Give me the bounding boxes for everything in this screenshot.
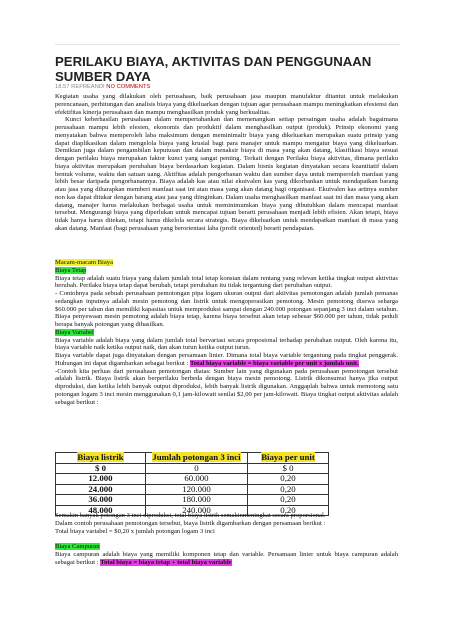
comments-link[interactable]: NO COMMENTS xyxy=(106,84,151,90)
top-divider xyxy=(55,44,400,45)
table-cell: 36.000 xyxy=(56,495,146,506)
post-time: 18.57 xyxy=(55,84,70,90)
fixed-cost-heading: Biaya Tetap xyxy=(55,266,87,274)
cost-types-section xyxy=(55,259,398,406)
table-cell: 240.000 xyxy=(146,505,248,516)
article-meta xyxy=(55,84,150,90)
after-table-line-3: Total biaya variabel = $0,20 x jumlah potongan logam 3 inci xyxy=(55,527,215,535)
after-table-line-2: Dalam contoh perusahaan pemotongan tersebut, biaya listrik digambarkan dengan persamaan berikut : xyxy=(55,519,326,527)
mixed-cost-definition: Biaya campuran adalah biaya yang memiliki komponen tetap dan variable. Persamaan linier untuk biaya campuran adalah sebagai berikut : xyxy=(55,550,398,566)
mixed-cost-formula: Total biaya = biaya tetap + total biaya variable xyxy=(100,558,232,566)
table-row xyxy=(56,484,329,495)
table-header: Jumlah potongan 3 inci xyxy=(146,453,248,464)
post-author[interactable]: REFREANDI xyxy=(71,84,105,90)
table-cell: 180.000 xyxy=(146,495,248,506)
fixed-cost-definition: Biaya tetap adalah suatu biaya yang dalam jumlah total tetap konstan dalam rentang yang relevan ketika tingkat output aktivitas berubah. Perilaku biaya tetap dapat berubah, tetapi perubahan itu tidak tergantung dari perubahan output. xyxy=(55,274,398,290)
variable-cost-formula-paragraph xyxy=(55,352,398,368)
mixed-cost-paragraph xyxy=(55,551,398,567)
after-table-section xyxy=(55,512,398,535)
fixed-cost-example: - Contohnya pada sebuah perusahaan pemotongan pipa logam ukuran output dari aktivitas pemotongan adalah jumlah pemanas sedangkan inputnya adalah mesin pemotong dan listrik untuk mengoperasikan pemotong. Mesin pemotong disewa seharga $60.000 per tahun dan memiliki kapasitas untuk memproduksi sampai dengan 240.000 potongan sepanjang 3 inci dalam setahun. Biaya penyewaan mesin pemotong adalah biaya tetap, karena biaya tersebut akan tetap sebesar $60.000 per tahun, tidak peduli berapa banyak potongan yang dihasilkan. xyxy=(55,290,398,328)
intro-paragraph-1: Kegiatan usaha yang dilakukan oleh perusahaan, baik perusahaan jasa maupun manufaktur ditantut untuk melakukan perencanaan, perhitungan dan analisis biaya yang dikeluarkan dengan tujuan agar perusahaan mampu meningkatkan efesiensi dan efektifitas kinerja perusahaan dan mampu menghasilkan produk yang berkualitas. xyxy=(55,93,398,116)
intro-paragraph-2: Kunci keberhasilan perusahaan dalam mempertahankan dan memenangkan setiap persaingan usaha adalah bagaimana perusahaan mampu lebih efesien, ekonomis dan produktif dalam menghasilkan output (produk). Prinsip ekonomi yang menyatakan bahwa memperoleh laba maksimum dengan meminimalir biaya yang dikeluarkan merupakan suatu prinsip yang dapat diaplikasikan dalam mengelola biaya yang krusial bagi para manajer untuk mampu mengatur biaya yang dikeluarkan. Demikian juga dalam pengambilan keputusan dan dalam menaksir biaya di masa yang akan datang, klasifikasi biaya sesuai dengan perilaku biaya merupakan faktor kunci yang sangat penting. Terkait dengan Perilaku biaya aktivitas, dimana perilaku biaya aktivitas merupakan perubahan biaya berdasarkan kegiatan. Dalam bisnis kegiatan dinyatakan secara kuantitatif dalam bentuk volume, waktu dan satuan uang. Aktifitas adalah pengorbanan waktu dan sumber daya untuk memperoleh manfaat yang lebih besar daripada pengorbanannya. Biaya adalah kas atau nilai ekuivalen kas yang dikorbankan untuk mendapatkan barang atau jasa yang diharapkan memberi manfaat saat ini atau masa yang akan datang bagi organisasi. Ekuivalen kas artinya sumber non kas dapat ditukar dengan barang atau jasa yang diinginkan. Dalam usaha menghasilkan manfaat saat ini dan masa yang akan datang, manajer harus melakukan berbagai usaha untuk meminimumkan biaya yang dibutuhkan dalam mencapai manfaat tersebut. Mengurangi biaya yang diperlukan untuk mencapai tujuan berarti perusahaan menjadi lebih efisien. Akan tetapi, biaya tidak hanya harus ditekan, tetapi harus dikelola secara strategis. Biaya dikeluarkan untuk mendapatkan manfaat di masa yang akan datang. Manfaat (bagi perusahaan yang berorientasi laba (profit oriented) berarti pendapatan. xyxy=(55,116,398,232)
table-cell: 0 xyxy=(146,463,248,474)
electricity-cost-table xyxy=(55,452,329,516)
table-cell: 48.000 xyxy=(56,505,146,516)
table-cell: 60.000 xyxy=(146,474,248,485)
table-header: Biaya listrik xyxy=(56,453,146,464)
table-header: Biaya per unit xyxy=(248,453,329,464)
table-cell: 120.000 xyxy=(146,484,248,495)
table-cell: 0,20 xyxy=(248,495,329,506)
intro-section xyxy=(55,93,398,233)
table-cell: 0,20 xyxy=(248,474,329,485)
cost-types-heading: Macam-macam Biaya xyxy=(55,259,114,266)
table-row xyxy=(56,463,329,474)
table-cell: 12.000 xyxy=(56,474,146,485)
variable-cost-formula: Total biaya variable = biaya variable per unit x jumlah unit. xyxy=(189,359,359,367)
table-row xyxy=(56,474,329,485)
table-cell: $ 0 xyxy=(56,463,146,474)
variable-cost-definition: Biaya variable adalah biaya yang dalam jumlah total bervariasi secara proposional terhadap perubahan output. Oleh karena itu, biaya variable naik ketika output naik, dan akan turun ketika output turun. xyxy=(55,336,398,352)
table-cell: 0,20 xyxy=(248,505,329,516)
article-title: PERILAKU BIAYA, AKTIVITAS DAN PENGGUNAAN SUMBER DAYA xyxy=(55,54,372,84)
mixed-cost-section xyxy=(55,543,398,566)
after-table-line-1: Semakin banyak potongan 3 inci diproduksi, total biaya listrik semakinmeningkat secara proporsional. xyxy=(55,512,326,519)
table-cell: 24.000 xyxy=(56,484,146,495)
table-cell: 0,20 xyxy=(248,484,329,495)
table-cell: $ 0 xyxy=(248,463,329,474)
mixed-cost-heading: Biaya Campuran xyxy=(55,543,100,550)
variable-cost-heading: Biaya Variabel xyxy=(55,328,94,336)
table-header-row xyxy=(56,453,329,464)
variable-cost-example: -Contoh kita perluas dari perusahaan pemotongan diatas: Sumber lain yang digunakan pada perusahaan pemotongan tersebut adalah listrik. Biaya listrik akan berperilaku berbeda dengan biaya mesin pemotong. Listrik dikonsumsi hanya jika output diproduksi, dan ketika lebih banyak output diproduksi, lebih banyak listrik digunakan. Anggaplah bahwa untuk memotong satu potongan logam 3 inci mesin menggunakan 0,1 jam-kilowatt senilai $2,00 per jam-kilowatt. Biaya tingkat output aktivitas adalah sebagai berikut : xyxy=(55,367,398,406)
variable-cost-formula-intro: Biaya variable dapat juga dinyatakan dengan persamaan linier. Dimana total biaya variable tergantung pada tingkat penggerak. Hubungan ini dapat digambarkan sebagai berikut : xyxy=(55,352,398,367)
table-row xyxy=(56,495,329,506)
